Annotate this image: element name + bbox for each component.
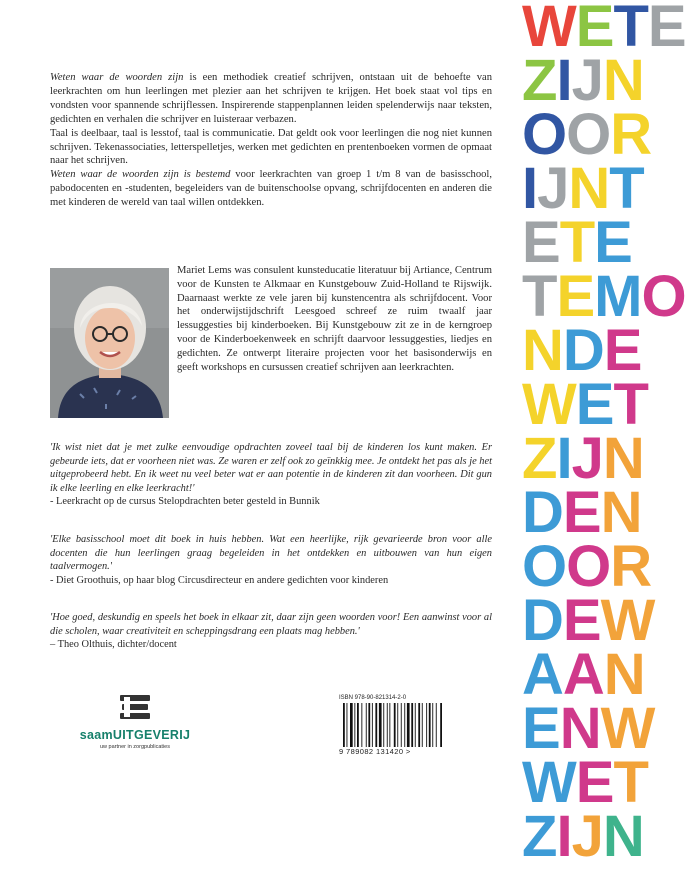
quote-2 — [50, 533, 492, 587]
letter-glyph: T — [613, 750, 649, 815]
author-bio: Mariet Lems was consulent kunsteducatie literatuur bij Artiance, Centrum voor de Kunsten te Alkmaar en Kunstgebouw Zuid-Holland te Rijswijk. Daarnaast werkte ze vele jaren bij kunstencentra als schrijfdocent. Voor het onderwijstijdschrift Leesgoed schreef ze ruim twaalf jaar lessuggesties bij kinderboeken. Bij Kunstgebouw zit ze in de kerngroep voor de Kinderboekenweek en schrijft daarvoor lessuggesties, liedjes en gedichten. Ze ontwerpt literaire projecten voor het basisonderwijs en geeft workshops en cursussen creatief schrijven aan leerkrachten. — [177, 265, 492, 373]
publisher-name: saamUITGEVERIJ — [79, 728, 191, 742]
isbn-label: ISBN 978-90-821314-2-0 — [339, 695, 407, 701]
letter-glyph: O — [522, 534, 568, 599]
barcode-bar — [394, 703, 396, 747]
intro-p1-text: is een methodiek creatief schrijven, ontstaan uit de behoefte van leerkrachten om hun leerlingen met plezier aan het schrijven te krijgen. Het boek staat vol tips en vondsten voor spannende schrijflessen. Inspirerende stappenplannen leiden spelenderwijs naar teksten, gedichten en verhalen die schrijver en luisteraar verbazen. — [50, 72, 492, 125]
letter-glyph: O — [566, 102, 612, 167]
letter-glyph: N — [603, 642, 646, 707]
letter-glyph: N — [600, 480, 643, 545]
letter-row — [522, 588, 656, 653]
intro-paragraph-1 — [50, 71, 492, 127]
publisher-book-icon — [120, 695, 150, 719]
barcode-bar — [429, 703, 431, 747]
letter-glyph: T — [609, 156, 645, 221]
barcode-bar — [375, 703, 377, 747]
letter-glyph: T — [613, 0, 649, 59]
letter-glyph: W — [600, 588, 656, 653]
barcode-bar — [415, 703, 416, 747]
letter-row — [522, 318, 643, 383]
letter-glyph: E — [575, 0, 615, 59]
letter-glyph: E — [562, 588, 602, 653]
barcode-bar — [404, 703, 405, 747]
quote-text: 'Elke basisschool moet dit boek in huis hebben. Wat een heerlijke, rijk gevarieerde bron voor alle docenten die hun leerlingen graag begeleiden in het ontdekken en uitbouwen van hun eigen taalvermogen.' — [50, 534, 492, 573]
barcode-bar — [357, 703, 359, 747]
barcode-bar — [343, 703, 345, 747]
letter-glyph: I — [522, 156, 539, 221]
letter-glyph: N — [559, 696, 602, 761]
barcode-bar — [372, 703, 373, 747]
letter-glyph: E — [575, 750, 615, 815]
letter-glyph: R — [610, 102, 653, 167]
letter-row — [522, 534, 653, 599]
letter-glyph: D — [562, 318, 605, 383]
barcode-bar — [383, 703, 384, 747]
letter-row — [522, 480, 643, 545]
barcode-bar — [354, 703, 355, 747]
letter-glyph: O — [522, 102, 568, 167]
barcode-bar — [418, 703, 420, 747]
letter-glyph: I — [556, 804, 573, 869]
letter-glyph: O — [566, 534, 612, 599]
colored-letter-strip — [522, 0, 687, 869]
barcode-bar — [387, 703, 388, 747]
letter-row — [522, 642, 646, 707]
letter-glyph: T — [522, 264, 558, 329]
intro-text — [50, 71, 492, 210]
letter-glyph: N — [602, 426, 645, 491]
letter-glyph: W — [522, 0, 577, 59]
quote-text: 'Ik wist niet dat je met zulke eenvoudige opdrachten zoveel taal bij de kinderen los kunt maken. Er gebeurde iets, dat er voorheen niet was. Ze waren er zelf ook zo geïnkkig mee. Je ontdekt het pas als je het uitgeprobeerd hebt. En ik weet nu veel beter wat er aan potentie in de kinderen zit dan voorheen. Dit gun ik elke leerling en elke leerkracht!' — [50, 442, 492, 494]
barcode-bar — [401, 703, 402, 747]
letter-glyph: I — [556, 426, 573, 491]
barcode-bar — [432, 703, 433, 747]
letter-glyph: O — [641, 264, 687, 329]
letter-glyph: T — [559, 210, 596, 275]
letter-glyph: J — [571, 48, 604, 113]
book-title-italic-2: Weten waar de woorden zijn is bestemd — [50, 169, 231, 181]
book-title-italic: Weten waar de woorden zijn — [50, 72, 184, 83]
letter-glyph: Z — [522, 426, 558, 491]
barcode-bar — [350, 703, 353, 747]
isbn-barcode — [339, 695, 449, 757]
publisher-tagline: uw partner in zorgpublicaties — [99, 744, 170, 750]
letter-glyph: N — [568, 156, 611, 221]
letter-row — [522, 804, 645, 869]
barcode-bar — [368, 703, 370, 747]
letter-row — [522, 0, 687, 59]
intro-paragraph-3 — [50, 168, 492, 210]
letter-glyph: D — [522, 588, 564, 653]
letter-glyph: J — [571, 426, 604, 491]
letter-row — [522, 210, 633, 275]
letter-glyph: A — [522, 642, 564, 707]
barcode-bar — [426, 703, 427, 747]
barcode-bar — [347, 703, 348, 747]
letter-glyph: E — [603, 318, 643, 383]
letter-row — [522, 750, 649, 815]
letter-row — [522, 426, 645, 491]
letter-glyph: A — [562, 642, 605, 707]
letter-glyph: Z — [522, 48, 558, 113]
letter-row — [522, 264, 687, 329]
barcode-bar — [440, 703, 442, 747]
barcode-bar — [361, 703, 362, 747]
quote-3 — [50, 611, 492, 652]
quote-source: – Theo Olthuis, dichter/docent — [50, 639, 177, 651]
barcode-bar — [436, 703, 437, 747]
letter-glyph: N — [602, 48, 645, 113]
barcode-bar — [411, 703, 413, 747]
barcode-bar — [397, 703, 398, 747]
letter-glyph: Z — [522, 804, 558, 869]
letter-glyph: E — [522, 696, 561, 761]
letter-glyph: N — [602, 804, 645, 869]
letter-glyph: E — [522, 210, 561, 275]
letter-glyph: J — [571, 804, 604, 869]
letter-row — [522, 48, 645, 113]
barcode-bar — [366, 703, 367, 747]
letter-glyph: E — [556, 264, 596, 329]
barcode-digits: 9 789082 131420 > — [339, 747, 411, 756]
intro-p3-text: voor leerkrachten van groep 1 t/m 8 van de basisschool, pabodocenten en -studenten, begeleiders van de buitenschoolse opvang, schrijfdocenten en anderen die met kinderen de wereld van taal willen ontdekken. — [50, 169, 492, 209]
letter-glyph: J — [537, 156, 570, 221]
barcode-bar — [379, 703, 382, 747]
quote-source: - Diet Groothuis, op haar blog Circusdirecteur en andere gedichten voor kinderen — [50, 574, 389, 586]
letter-glyph: D — [522, 480, 564, 545]
letter-glyph: E — [562, 480, 602, 545]
letter-row — [522, 696, 656, 761]
intro-paragraph-2: Taal is deelbaar, taal is lesstof, taal is communicatie. Dat geldt ook voor leerlingen die nog niet kunnen schrijven. Tekenassociaties, letterspelletjes, werken met gedichten en prentenboeken vormen de opmaat naar het schrijven. — [50, 127, 492, 167]
letter-row — [522, 102, 653, 167]
letter-row — [522, 372, 649, 437]
letter-glyph: I — [556, 48, 573, 113]
letter-glyph: E — [575, 372, 615, 437]
author-photo — [50, 268, 169, 418]
letter-row — [522, 156, 645, 221]
letter-glyph: E — [594, 210, 633, 275]
letter-glyph: N — [522, 318, 564, 383]
barcode-bar — [407, 703, 410, 747]
barcode-bar — [389, 703, 390, 747]
letter-glyph: W — [522, 750, 577, 815]
barcode-bar — [422, 703, 423, 747]
letter-glyph: W — [522, 372, 577, 437]
quote-1 — [50, 441, 492, 509]
letter-glyph: W — [600, 696, 656, 761]
letter-glyph: T — [613, 372, 649, 437]
letter-glyph: R — [610, 534, 653, 599]
barcode-bars — [339, 703, 449, 749]
letter-glyph: E — [647, 0, 687, 59]
letter-glyph: M — [594, 264, 643, 329]
quote-text: 'Hoe goed, deskundig en speels het boek in elkaar zit, daar zijn geen woorden voor! Een aanwinst voor al die scholen, waar creativiteit en scheppingsdrang een plaats mag hebben.' — [50, 612, 492, 637]
quote-source: - Leerkracht op de cursus Stelopdrachten beter gesteld in Bunnik — [50, 496, 320, 508]
